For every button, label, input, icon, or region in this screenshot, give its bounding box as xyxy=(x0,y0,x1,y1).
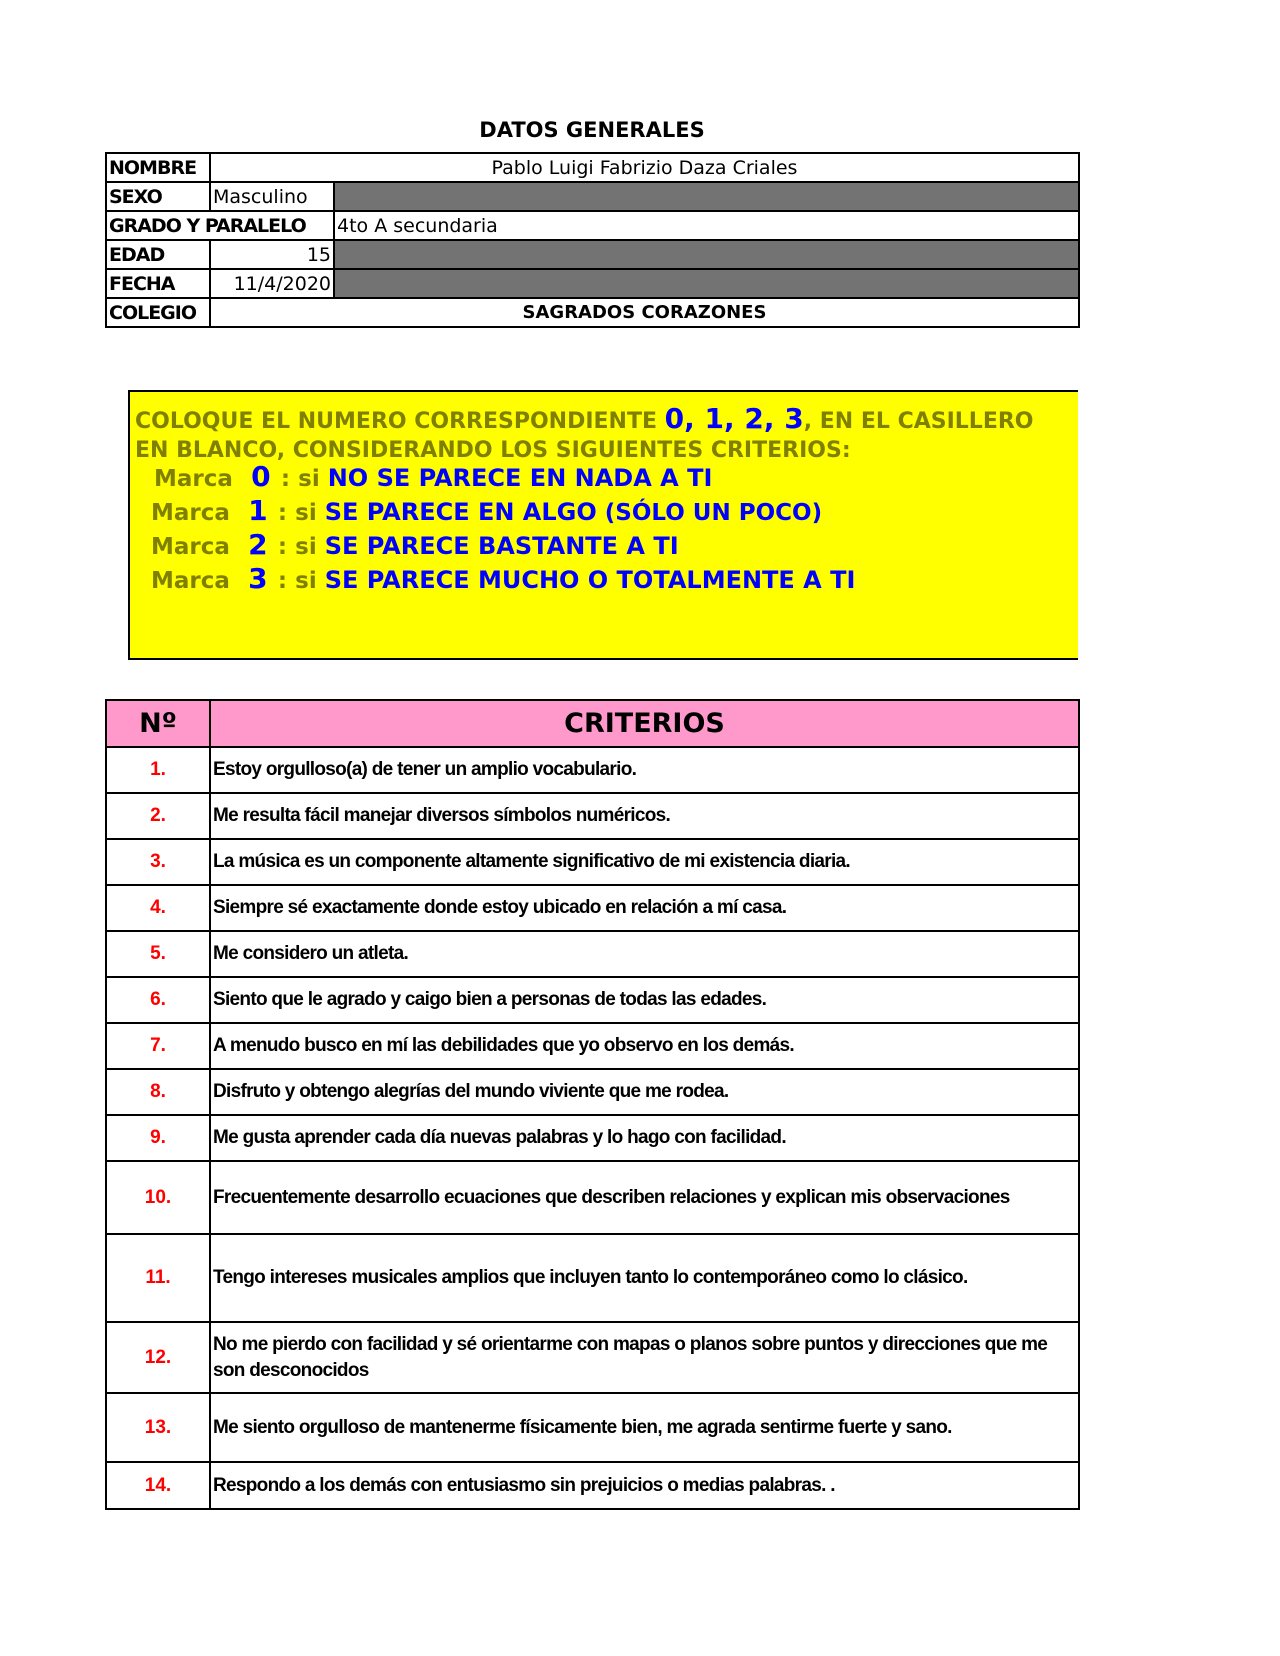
grado-value[interactable]: 4to A secundaria xyxy=(334,211,1079,240)
row-number: 5. xyxy=(106,931,210,977)
row-number: 8. xyxy=(106,1069,210,1115)
mark-number: 1 xyxy=(248,494,268,527)
sexo-filler xyxy=(334,182,1079,211)
row-number: 2. xyxy=(106,793,210,839)
row-criterio: No me pierdo con facilidad y sé orientarme con mapas o planos sobre puntos y direcciones que me son desconocidos xyxy=(210,1322,1079,1393)
table-row xyxy=(106,977,1079,1023)
table-row xyxy=(106,1322,1079,1393)
edad-label: EDAD xyxy=(106,240,210,269)
mark-0 xyxy=(154,460,712,493)
fecha-filler xyxy=(334,269,1079,298)
instructions-text xyxy=(135,404,1034,465)
row-criterio: Siento que le agrado y caigo bien a personas de todas las edades. xyxy=(210,977,1079,1023)
row-criterio: Me considero un atleta. xyxy=(210,931,1079,977)
mark-description: SE PARECE MUCHO O TOTALMENTE A TI xyxy=(324,566,856,594)
mark-description: NO SE PARECE EN NADA A TI xyxy=(327,464,713,492)
mark-description: SE PARECE BASTANTE A TI xyxy=(324,532,679,560)
colegio-label: COLEGIO xyxy=(106,298,210,327)
table-row xyxy=(106,793,1079,839)
table-row xyxy=(106,1023,1079,1069)
row-criterio: Me resulta fácil manejar diversos símbolos numéricos. xyxy=(210,793,1079,839)
row-criterio: Frecuentemente desarrollo ecuaciones que describen relaciones y explican mis observaciones xyxy=(210,1161,1079,1234)
mark-description: SE PARECE EN ALGO xyxy=(324,498,597,526)
instructions-line1-b: , EN EL CASILLERO xyxy=(803,409,1034,434)
edad-value[interactable]: 15 xyxy=(210,240,334,269)
mark-1 xyxy=(151,494,822,527)
grado-label: GRADO Y PARALELO xyxy=(106,211,334,240)
mark-2 xyxy=(151,528,679,561)
row-sexo xyxy=(106,182,1079,211)
instructions-line1-a: COLOQUE EL NUMERO CORRESPONDIENTE xyxy=(135,409,665,434)
si-label: : si xyxy=(277,568,317,594)
row-fecha xyxy=(106,269,1079,298)
row-number: 4. xyxy=(106,885,210,931)
mark-number: 2 xyxy=(248,528,268,561)
row-colegio xyxy=(106,298,1079,327)
marca-label: Marca xyxy=(151,500,230,526)
fecha-label: FECHA xyxy=(106,269,210,298)
table-row xyxy=(106,885,1079,931)
si-label: : si xyxy=(277,500,317,526)
row-number: 14. xyxy=(106,1462,210,1509)
sexo-value[interactable]: Masculino xyxy=(210,182,334,211)
table-row xyxy=(106,747,1079,793)
si-label: : si xyxy=(277,534,317,560)
datos-generales-title: DATOS GENERALES xyxy=(479,118,705,142)
table-row xyxy=(106,1393,1079,1462)
row-criterio: Estoy orgulloso(a) de tener un amplio vocabulario. xyxy=(210,747,1079,793)
edad-filler xyxy=(334,240,1079,269)
row-number: 12. xyxy=(106,1322,210,1393)
row-number: 1. xyxy=(106,747,210,793)
row-number: 3. xyxy=(106,839,210,885)
criterios-table xyxy=(105,699,1080,1510)
instructions-box xyxy=(128,390,1078,660)
row-nombre xyxy=(106,153,1079,182)
col-header-num: Nº xyxy=(106,700,210,747)
col-header-criterios: CRITERIOS xyxy=(210,700,1079,747)
colegio-value[interactable]: SAGRADOS CORAZONES xyxy=(210,298,1079,327)
row-criterio: Siempre sé exactamente donde estoy ubicado en relación a mí casa. xyxy=(210,885,1079,931)
row-number: 6. xyxy=(106,977,210,1023)
mark-number: 0 xyxy=(251,460,271,493)
marca-label: Marca xyxy=(151,568,230,594)
fecha-value[interactable]: 11/4/2020 xyxy=(210,269,334,298)
row-number: 10. xyxy=(106,1161,210,1234)
marca-label: Marca xyxy=(154,466,233,492)
table-row xyxy=(106,1069,1079,1115)
mark-extra: (SÓLO UN POCO) xyxy=(604,500,823,526)
mark-number: 3 xyxy=(248,562,268,595)
table-row xyxy=(106,1115,1079,1161)
row-number: 11. xyxy=(106,1234,210,1322)
si-label: : si xyxy=(280,466,320,492)
table-row xyxy=(106,1234,1079,1322)
mark-3 xyxy=(151,562,855,595)
nombre-value[interactable]: Pablo Luigi Fabrizio Daza Criales xyxy=(210,153,1079,182)
table-row xyxy=(106,1161,1079,1234)
row-criterio: Disfruto y obtengo alegrías del mundo viviente que me rodea. xyxy=(210,1069,1079,1115)
nombre-label: NOMBRE xyxy=(106,153,210,182)
instructions-line1-nums: 0, 1, 2, 3 xyxy=(664,402,804,435)
row-criterio: Respondo a los demás con entusiasmo sin prejuicios o medias palabras. . xyxy=(210,1462,1079,1509)
table-row xyxy=(106,839,1079,885)
row-number: 13. xyxy=(106,1393,210,1462)
table-row xyxy=(106,931,1079,977)
row-criterio: Me siento orgulloso de mantenerme físicamente bien, me agrada sentirme fuerte y sano. xyxy=(210,1393,1079,1462)
row-criterio: Tengo intereses musicales amplios que incluyen tanto lo contemporáneo como lo clásico. xyxy=(210,1234,1079,1322)
row-grado xyxy=(106,211,1079,240)
row-edad xyxy=(106,240,1079,269)
table-row xyxy=(106,1462,1079,1509)
datos-generales-table xyxy=(105,152,1080,328)
instructions-line2: EN BLANCO, CONSIDERANDO LOS SIGUIENTES CRITERIOS: xyxy=(135,438,851,463)
row-criterio: Me gusta aprender cada día nuevas palabras y lo hago con facilidad. xyxy=(210,1115,1079,1161)
row-criterio: La música es un componente altamente significativo de mi existencia diaria. xyxy=(210,839,1079,885)
sexo-label: SEXO xyxy=(106,182,210,211)
marca-label: Marca xyxy=(151,534,230,560)
criterios-header xyxy=(106,700,1079,747)
row-criterio: A menudo busco en mí las debilidades que yo observo en los demás. xyxy=(210,1023,1079,1069)
row-number: 9. xyxy=(106,1115,210,1161)
row-number: 7. xyxy=(106,1023,210,1069)
